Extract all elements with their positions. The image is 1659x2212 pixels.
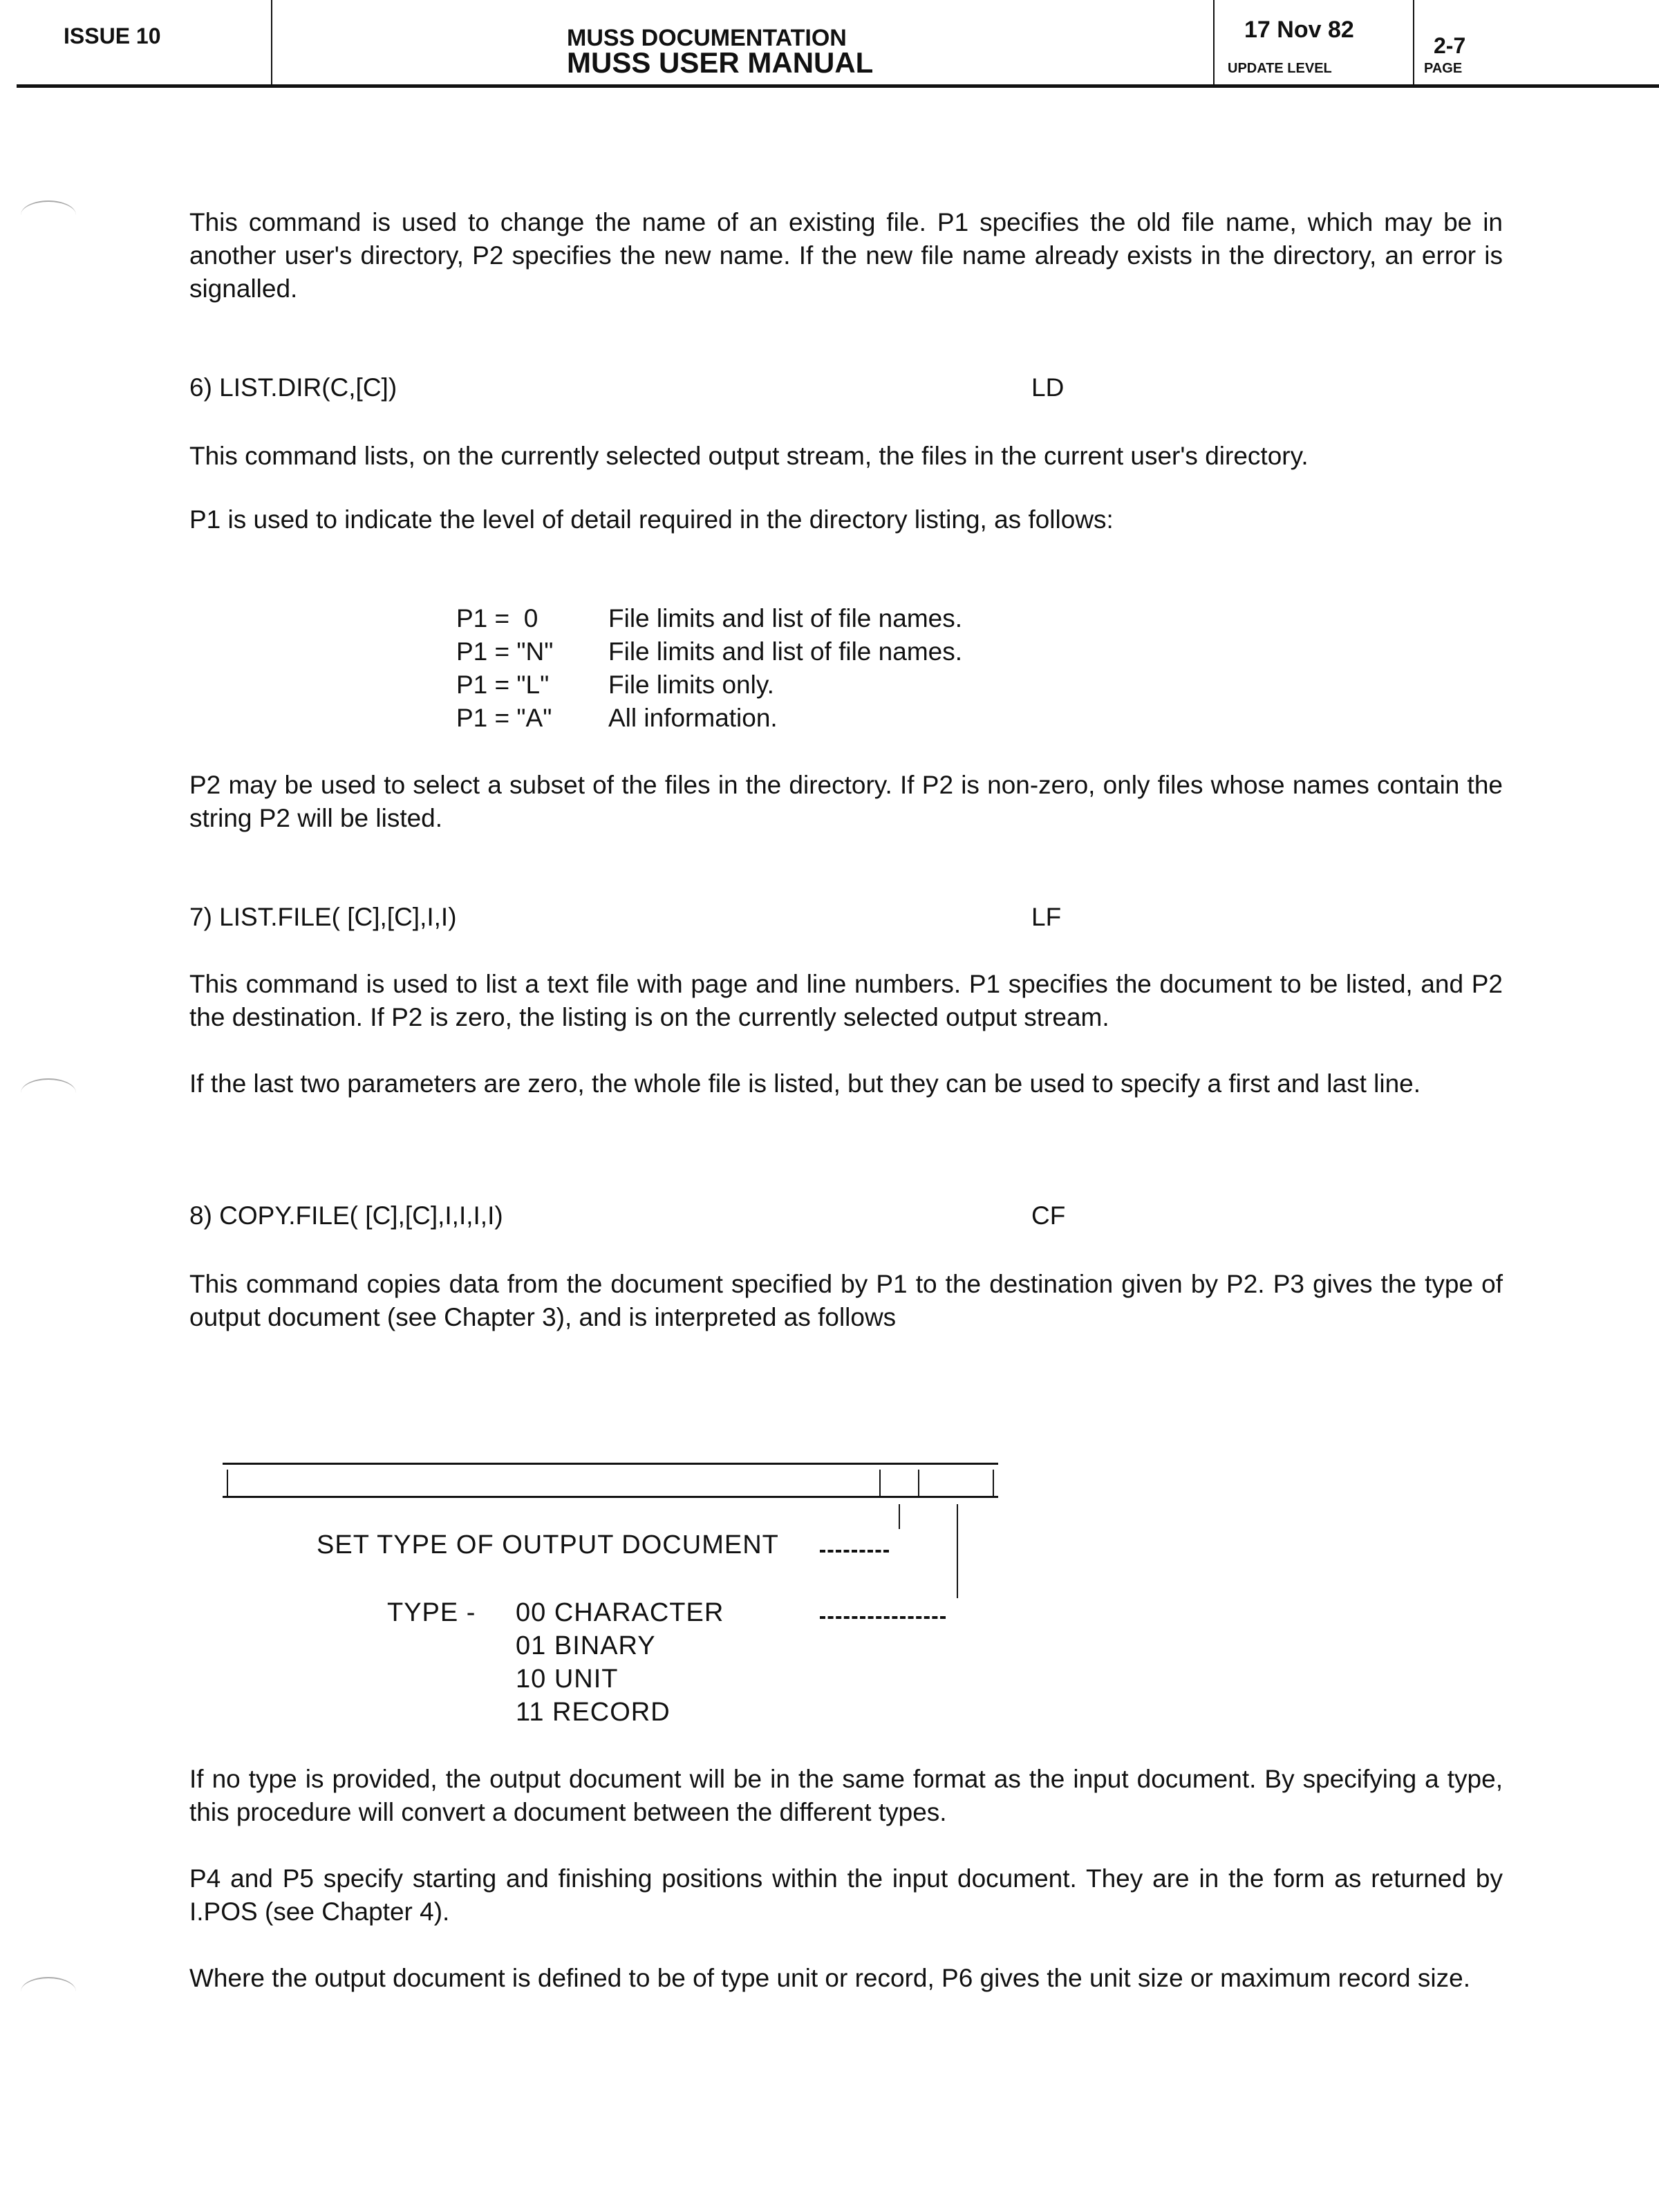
type-entry [516,1598,724,1628]
set-type-label: SET TYPE OF OUTPUT DOCUMENT [317,1530,779,1559]
section-paragraph: P1 is used to indicate the level of detail required in the directory listing, as follows: [189,505,1114,534]
type-name: RECORD [552,1698,671,1727]
header-divider [271,0,272,87]
pointer-line [957,1504,958,1598]
type-entry [516,1665,619,1694]
register-tick [993,1470,994,1497]
type-name: UNIT [554,1665,619,1694]
punch-mark [21,1977,76,2006]
doc-title-line2: MUSS USER MANUAL [567,46,874,79]
option-desc: All information. [608,704,778,732]
option-key: P1 = "L" [456,671,550,699]
pointer-line [899,1504,900,1529]
section-abbreviation: LD [1031,373,1065,402]
type-code: 10 [516,1665,547,1694]
type-code: 00 [516,1598,547,1627]
punch-mark [21,1078,76,1107]
type-code: 11 [516,1698,545,1727]
header-divider [1213,0,1215,87]
section-heading: 8) COPY.FILE( [C],[C],I,I,I,I) [189,1201,503,1230]
register-bottom-line [223,1496,998,1498]
page-label: PAGE [1424,61,1463,76]
section-paragraph: This command lists, on the currently selected output stream, the files in the current user's directory. [189,442,1309,470]
page-number: 2-7 [1434,33,1466,58]
section-paragraph: If the last two parameters are zero, the whole file is listed, but they can be used to specify a first and last line. [189,1069,1421,1098]
closing-paragraph: Where the output document is defined to be of type unit or record, P6 gives the unit size or maximum record size. [189,1964,1470,1992]
section-heading: 6) LIST.DIR(C,[C]) [189,373,397,402]
doc-title-line1: MUSS DOCUMENTATION [567,25,847,51]
option-desc: File limits and list of file names. [608,604,963,632]
type-entry [516,1631,656,1661]
option-desc: File limits and list of file names. [608,637,963,666]
punch-mark [21,200,76,229]
register-tick [918,1470,919,1497]
type-entry [516,1698,671,1727]
header-divider [1413,0,1414,87]
update-date: 17 Nov 82 [1244,17,1354,43]
section-heading: 7) LIST.FILE( [C],[C],I,I) [189,903,457,931]
register-tick [879,1470,881,1497]
option-row [456,671,774,700]
closing-paragraph: P4 and P5 specify starting and finishing positions within the input document. They are in the form as returned by I.POS (see Chapter 4). [189,1864,1503,1926]
type-label: TYPE - [387,1598,476,1627]
section-paragraph: This command copies data from the document specified by P1 to the destination given by P2. P3 gives the type of output document (see Chapter 3), and is interpreted as follows [189,1270,1503,1331]
section-paragraph: This command is used to list a text file with page and line numbers. P1 specifies the document to be listed, and P2 the destination. If P2 is zero, the listing is on the currently selected output stream. [189,970,1503,1031]
option-key: P1 = "A" [456,704,552,732]
option-key: P1 = "N" [456,637,554,666]
closing-paragraph: If no type is provided, the output document will be in the same format as the input document. By specifying a type, this procedure will convert a document between the different types. [189,1765,1503,1826]
section-abbreviation: LF [1031,903,1062,931]
header-rule [17,84,1659,88]
option-desc: File limits only. [608,671,774,699]
register-top-line [223,1463,998,1465]
issue-label: ISSUE 10 [64,24,161,48]
leader-dash [820,1616,946,1619]
type-name: BINARY [554,1631,656,1660]
option-row [456,604,962,633]
register-tick [227,1470,228,1497]
type-name: CHARACTER [554,1598,724,1627]
section-paragraph: P2 may be used to select a subset of the files in the directory. If P2 is non-zero, only files whose names contain the string P2 will be listed. [189,771,1503,832]
leader-dash [820,1550,889,1553]
option-row [456,637,962,666]
type-code: 01 [516,1631,547,1660]
option-key: P1 = 0 [456,604,538,632]
update-level-label: UPDATE LEVEL [1228,61,1332,76]
section-abbreviation: CF [1031,1201,1066,1230]
intro-paragraph: This command is used to change the name of an existing file. P1 specifies the old file name, which may be in another user's directory, P2 specifies the new name. If the new file name already exists in the directory, an error is signalled. [189,208,1503,303]
option-row [456,704,778,733]
